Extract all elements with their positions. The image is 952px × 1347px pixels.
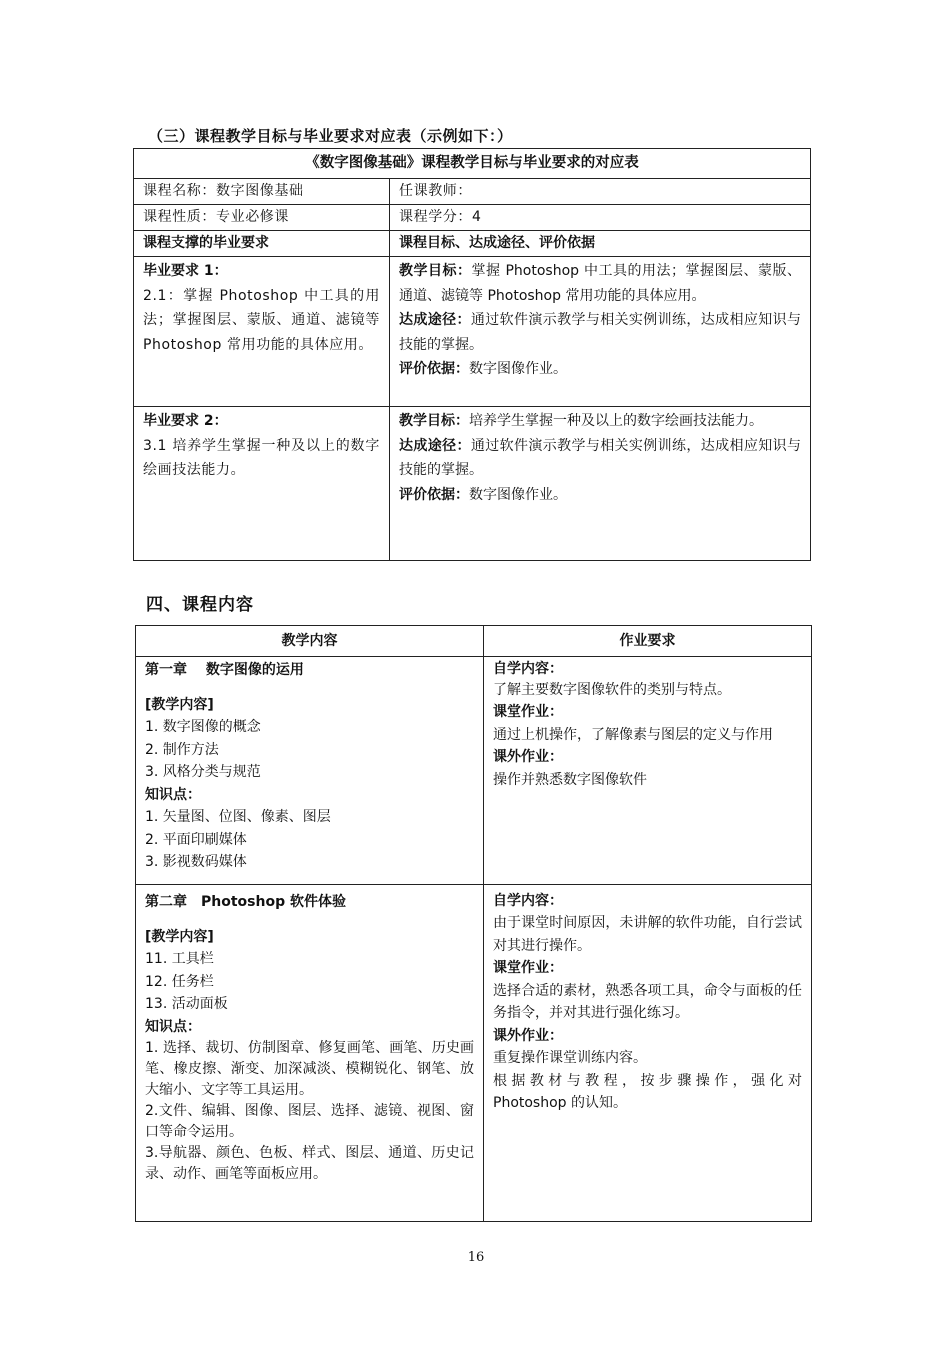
requirement-cell (134, 257, 390, 407)
column-header-requirements: 课程支撑的毕业要求 (134, 231, 390, 257)
table-row (134, 407, 811, 561)
chapter-content-cell (136, 885, 484, 1222)
requirement-cell (134, 407, 390, 561)
class-assignment-text: 通过上机操作，了解像素与图层的定义与作用 (493, 726, 773, 743)
list-item: 2. 平面印刷媒体 (145, 831, 247, 848)
table-title: 《数字图像基础》课程教学目标与毕业要求的对应表 (134, 149, 811, 179)
requirement-text: 3.1 培养学生掌握一种及以上的数字绘画技法能力。 (143, 437, 380, 478)
list-item: 2.文件、编辑、图像、图层、选择、滤镜、视图、窗口等命令运用。 (145, 1103, 474, 1140)
path-text: 通过软件演示教学与相关实例训练，达成相应知识与技能的掌握。 (399, 312, 802, 353)
knowledge-label: 知识点： (145, 786, 201, 803)
list-item: 3. 风格分类与规范 (145, 764, 261, 780)
path-text: 通过软件演示教学与相关实例训练，达成相应知识与技能的掌握。 (399, 437, 802, 478)
content-label: [教学内容] (145, 928, 214, 945)
column-header-assignments: 作业要求 (484, 626, 812, 657)
list-item: 13. 活动面板 (145, 996, 228, 1012)
path-label: 达成途径： (399, 312, 471, 328)
homework-label: 课外作业： (493, 1027, 563, 1044)
teacher-cell: 任课教师： (390, 179, 811, 205)
requirement-title: 毕业要求 1： (143, 263, 228, 279)
homework-text: 重复操作课堂训练内容。 (493, 1050, 647, 1066)
goal-label: 教学目标： (399, 413, 469, 429)
page-number: 16 (467, 1250, 485, 1265)
table-row (136, 885, 812, 1222)
requirement-title: 毕业要求 2： (143, 413, 228, 429)
content-label: [教学内容] (145, 696, 214, 713)
list-item: 1. 数字图像的概念 (145, 719, 261, 735)
knowledge-label: 知识点： (145, 1018, 201, 1035)
chapter-title: 第一章 数字图像的运用 (145, 662, 304, 678)
goal-label: 教学目标： (399, 263, 472, 279)
homework-text: 操作并熟悉数字图像软件 (493, 771, 647, 788)
chapter-content-cell (136, 657, 484, 885)
table-row (136, 657, 812, 885)
course-content-table (135, 625, 812, 1222)
self-study-label: 自学内容： (493, 893, 563, 909)
section-3-heading: （三）课程教学目标与毕业要求对应表（示例如下：） (148, 127, 513, 145)
list-item: 3. 影视数码媒体 (145, 854, 247, 870)
section-4-heading: 四、课程内容 (146, 595, 254, 615)
credits-cell: 课程学分：4 (390, 205, 811, 231)
path-label: 达成途径： (399, 437, 471, 454)
objective-cell (390, 407, 811, 561)
list-item: 1. 矢量图、位图、像素、图层 (145, 809, 331, 825)
list-item: 2. 制作方法 (145, 741, 219, 758)
list-item: 11. 工具栏 (145, 951, 214, 967)
objective-cell (390, 257, 811, 407)
column-header-content: 教学内容 (136, 626, 484, 657)
list-item: 12. 任务栏 (145, 973, 214, 990)
list-item: 1. 选择、裁切、仿制图章、修复画笔、画笔、历史画笔、橡皮擦、渐变、加深减淡、模糊锐化、钢笔、放大缩小、文字等工具运用。 (145, 1040, 474, 1098)
eval-label: 评价依据： (399, 486, 469, 503)
course-name-cell: 课程名称：数字图像基础 (134, 179, 390, 205)
table-row (134, 257, 811, 407)
self-study-text: 由于课堂时间原因，未讲解的软件功能，自行尝试对其进行操作。 (493, 915, 802, 954)
self-study-text: 了解主要数字图像软件的类别与特点。 (493, 682, 731, 698)
class-assignment-label: 课堂作业： (493, 960, 563, 976)
requirement-text: 2.1：掌握 Photoshop 中工具的用法；掌握图层、蒙版、通道、滤镜等 Photoshop 常用功能的具体应用。 (143, 287, 380, 353)
list-item: 3.导航器、颜色、色板、样式、图层、通道、历史记录、动作、画笔等面板应用。 (145, 1145, 474, 1182)
eval-text: 数字图像作业。 (469, 361, 567, 377)
eval-label: 评价依据： (399, 361, 469, 377)
eval-text: 数字图像作业。 (469, 486, 567, 503)
column-header-objectives: 课程目标、达成途径、评价依据 (390, 231, 811, 257)
class-assignment-label: 课堂作业： (493, 704, 563, 720)
chapter-title: 第二章 Photoshop 软件体验 (145, 894, 346, 910)
goal-text: 培养学生掌握一种及以上的数字绘画技法能力。 (469, 413, 763, 429)
goal-text: 掌握 Photoshop 中工具的用法；掌握图层、蒙版、通道、滤镜等 Photoshop 常用功能的具体应用。 (399, 263, 801, 304)
objectives-mapping-table (133, 148, 811, 561)
homework-text: 根据教材与教程，按步骤操作，强化对 Photoshop 的认知。 (493, 1072, 802, 1111)
assignment-cell (484, 885, 812, 1222)
course-nature-cell: 课程性质：专业必修课 (134, 205, 390, 231)
assignment-cell (484, 657, 812, 885)
homework-label: 课外作业： (493, 749, 563, 765)
class-assignment-text: 选择合适的素材，熟悉各项工具，命令与面板的任务指令，并对其进行强化练习。 (493, 982, 802, 1021)
self-study-label: 自学内容： (493, 661, 563, 677)
